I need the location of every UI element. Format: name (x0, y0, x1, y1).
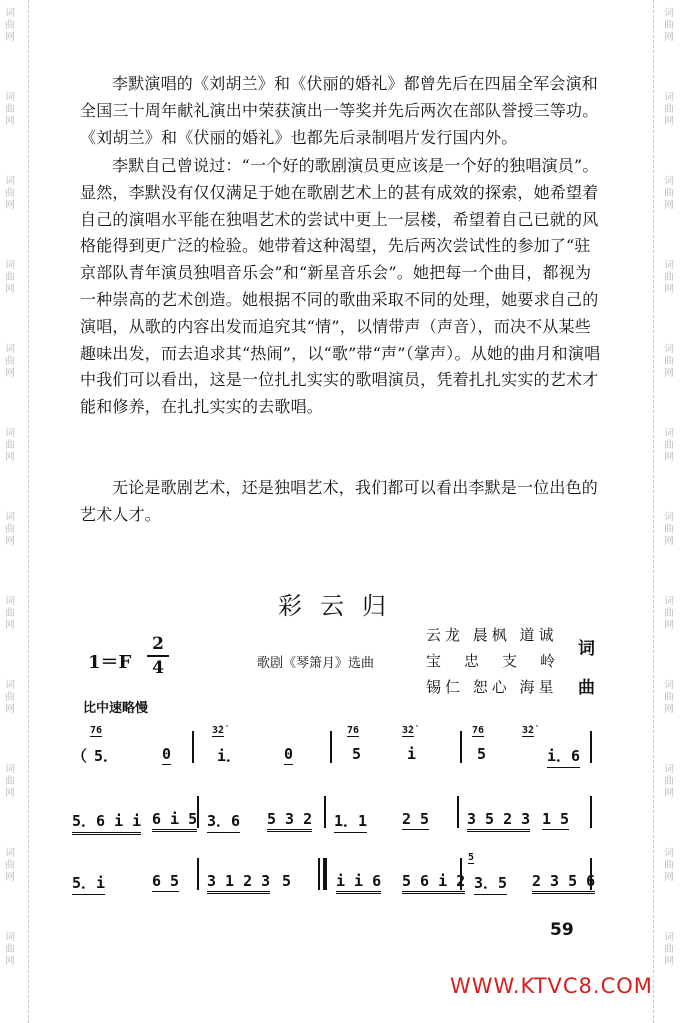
watermark-glyph: 曲 (664, 20, 674, 31)
time-fraction-bar (147, 655, 169, 657)
watermark-glyph: 网 (5, 788, 15, 799)
watermark-glyph: 网 (5, 368, 15, 379)
note-group: 0 (284, 745, 294, 763)
watermark-glyph: 词 (664, 764, 674, 775)
watermark-glyph: 曲 (5, 944, 15, 955)
watermark-glyph: 曲 (5, 104, 15, 115)
grace-note: 76 (347, 725, 360, 736)
repeat-start-bar (318, 858, 327, 890)
watermark-glyph: 词 (5, 8, 15, 19)
watermark-glyph: 词 (5, 176, 15, 187)
note-group: 3 1 2 3 (207, 872, 270, 894)
grace-note: 3̇2̇ (522, 725, 535, 736)
watermark-glyph: 词 (664, 260, 674, 271)
note-group: 5 (477, 745, 487, 763)
site-watermark: WWW.KTVC8.COM (450, 974, 653, 998)
watermark-glyph: 网 (664, 704, 674, 715)
time-signature (147, 634, 169, 678)
note-group: 5 6 i 2 (402, 872, 465, 894)
note-group: 6 5 (152, 872, 180, 890)
watermark-glyph: 网 (5, 116, 15, 127)
note-group: 3．6 (207, 810, 240, 833)
grace-note: 3̇2̇ (402, 725, 415, 736)
watermark-glyph: 曲 (5, 272, 15, 283)
watermark-glyph: 曲 (664, 104, 674, 115)
watermark-glyph: 曲 (664, 944, 674, 955)
key-signature: 1＝F (88, 652, 132, 673)
watermark-glyph: 曲 (5, 188, 15, 199)
bar-line (330, 731, 332, 763)
note-group: 5 3 2 (267, 810, 312, 832)
lyric-role: 词 (578, 639, 595, 659)
watermark-glyph: 词 (664, 428, 674, 439)
paragraph-conclusion (80, 475, 606, 529)
note-group: 5 (282, 872, 292, 890)
watermark-glyph: 网 (664, 368, 674, 379)
note-group: 1．1 (334, 810, 367, 833)
note-group: i i 6 (336, 872, 381, 894)
watermark-glyph: 曲 (664, 440, 674, 451)
bar-line (460, 731, 462, 763)
opera-source: 歌剧《琴箫月》选曲 (257, 656, 375, 671)
bar-line (590, 796, 592, 828)
time-numerator: 2 (152, 634, 164, 654)
watermark-glyph: 网 (664, 956, 674, 967)
watermark-glyph: 曲 (664, 860, 674, 871)
paragraph-quote (80, 153, 606, 421)
watermark-glyph: 网 (5, 32, 15, 43)
watermark-glyph: 词 (664, 848, 674, 859)
watermark-glyph: 词 (5, 680, 15, 691)
watermark-glyph: 词 (5, 428, 15, 439)
watermark-glyph: 词 (664, 512, 674, 523)
song-title: 彩云归 (278, 592, 404, 620)
watermark-glyph: 网 (664, 200, 674, 211)
note-group: 5 (352, 745, 362, 763)
watermark-glyph: 词 (664, 680, 674, 691)
watermark-glyph: 词 (664, 932, 674, 943)
watermark-glyph: 曲 (5, 608, 15, 619)
tempo-marking: 比中速略慢 (83, 701, 149, 716)
grace-note: 76 (472, 725, 485, 736)
watermark-glyph: 词 (5, 596, 15, 607)
watermark-glyph: 网 (5, 200, 15, 211)
watermark-glyph: 网 (5, 956, 15, 967)
bar-line (457, 796, 459, 828)
lyricists: 云龙 晨枫 道诚 (426, 626, 558, 644)
watermark-glyph: 网 (5, 284, 15, 295)
note-group: 0 (162, 745, 172, 763)
watermark-glyph: 曲 (5, 440, 15, 451)
watermark-glyph: 词 (5, 92, 15, 103)
watermark-glyph: 词 (664, 344, 674, 355)
watermark-glyph: 网 (664, 116, 674, 127)
watermark-glyph: 曲 (5, 20, 15, 31)
watermark-glyph: 网 (664, 32, 674, 43)
watermark-glyph: 词 (5, 848, 15, 859)
watermark-glyph: 网 (5, 704, 15, 715)
watermark-glyph: 曲 (5, 692, 15, 703)
watermark-glyph: 曲 (664, 272, 674, 283)
note-group: （ (72, 747, 88, 765)
watermark-glyph: 网 (5, 536, 15, 547)
watermark-glyph: 曲 (5, 860, 15, 871)
watermark-glyph: 网 (664, 872, 674, 883)
time-denominator: 4 (152, 658, 164, 678)
lyricists-second: 宝 忠 支 岭 (426, 652, 560, 670)
watermark-glyph: 词 (5, 932, 15, 943)
watermark-glyph: 网 (664, 536, 674, 547)
note-group: 5．i (72, 872, 105, 895)
watermark-glyph: 网 (5, 872, 15, 883)
watermark-glyph: 网 (664, 284, 674, 295)
bar-line (460, 858, 462, 890)
bar-line (197, 796, 199, 828)
watermark-glyph: 词 (664, 92, 674, 103)
note-group: 2 3 5 6 (532, 872, 595, 894)
note-group: i．6 (547, 745, 580, 768)
watermark-glyph: 词 (5, 344, 15, 355)
watermark-glyph: 曲 (664, 524, 674, 535)
grace-note: 5 (468, 852, 475, 863)
note-group: 1 5 (542, 810, 570, 828)
watermark-glyph: 曲 (5, 524, 15, 535)
grace-note: 76 (90, 725, 103, 736)
note-group: 3 5 2 3 (467, 810, 530, 832)
paragraph-text: 李默演唱的《刘胡兰》和《伏丽的婚礼》都曾先后在四届全军会演和全国三十周年献礼演出中荣获演出一等奖并先后两次在部队誉授三等功。《刘胡兰》和《伏丽的婚礼》也都先后录制唱片发行国内外。 (80, 74, 599, 147)
watermark-glyph: 网 (664, 452, 674, 463)
watermark-glyph: 曲 (664, 356, 674, 367)
notation-row-1 (72, 725, 594, 785)
note-group: 3．5 (474, 872, 507, 895)
bar-line (590, 858, 592, 890)
paragraph-awards (80, 71, 606, 151)
grace-note: 3̇2̇ (212, 725, 225, 736)
composer-role: 曲 (578, 678, 595, 698)
watermark-glyph: 词 (664, 176, 674, 187)
credits-block (426, 622, 559, 700)
notation-row-3 (72, 852, 594, 912)
watermark-glyph: 词 (5, 764, 15, 775)
watermark-glyph: 词 (5, 260, 15, 271)
note-group: i． (217, 747, 242, 765)
watermark-glyph: 网 (664, 788, 674, 799)
watermark-glyph: 曲 (664, 188, 674, 199)
note-group: 2 5 (402, 810, 430, 828)
note-group: 5． (94, 747, 119, 765)
watermark-glyph: 曲 (664, 776, 674, 787)
watermark-glyph: 曲 (5, 776, 15, 787)
note-group: i (407, 745, 417, 763)
watermark-glyph: 网 (5, 452, 15, 463)
watermark-glyph: 曲 (664, 692, 674, 703)
paragraph-text: 无论是歌剧艺术，还是独唱艺术，我们都可以看出李默是一位出色的艺术人才。 (80, 478, 599, 524)
watermark-glyph: 网 (5, 620, 15, 631)
watermark-glyph: 词 (664, 596, 674, 607)
watermark-glyph: 网 (664, 620, 674, 631)
composers: 锡仁 恕心 海星 (426, 678, 558, 696)
note-group: 6 i 5 (152, 810, 197, 832)
watermark-glyph: 词 (5, 512, 15, 523)
watermark-glyph: 曲 (5, 356, 15, 367)
bar-line (192, 731, 194, 763)
bar-line (197, 858, 199, 890)
bar-line (324, 796, 326, 828)
watermark-glyph: 词 (664, 8, 674, 19)
page-number: 59 (550, 920, 574, 940)
bar-line (590, 731, 592, 763)
note-group: 5．6 i i (72, 810, 141, 835)
watermark-glyph: 曲 (664, 608, 674, 619)
notation-row-2 (72, 790, 594, 850)
paragraph-text: 李默自己曾说过：“一个好的歌剧演员更应该是一个好的独唱演员”。显然，李默没有仅仅满足于她在歌剧艺术上的甚有成效的探索，她希望着自己的演唱水平能在独唱艺术的尝试中更上一层楼，希望着自己已就的风格能得到更广泛的检验。她带着这种渴望，先后两次尝试性的参加了“驻京部队青年演员独唱音乐会”和“新星音乐会”。她把每一个曲目，都视为一种崇高的艺术创造。她根据不同的歌曲采取不同的处理，她要求自己的演唱，从歌的内容出发而追究其“情”，以情带声（声音），而决不从某些趣味出发，而去追求其“热闹”，以“歌”带“声”（掌声）。从她的曲月和演唱中我们可以看出，这是一位扎扎实实的歌唱演员，凭着扎扎实实的艺术才能和修养，在扎扎实实的去歌唱。 (80, 156, 601, 417)
